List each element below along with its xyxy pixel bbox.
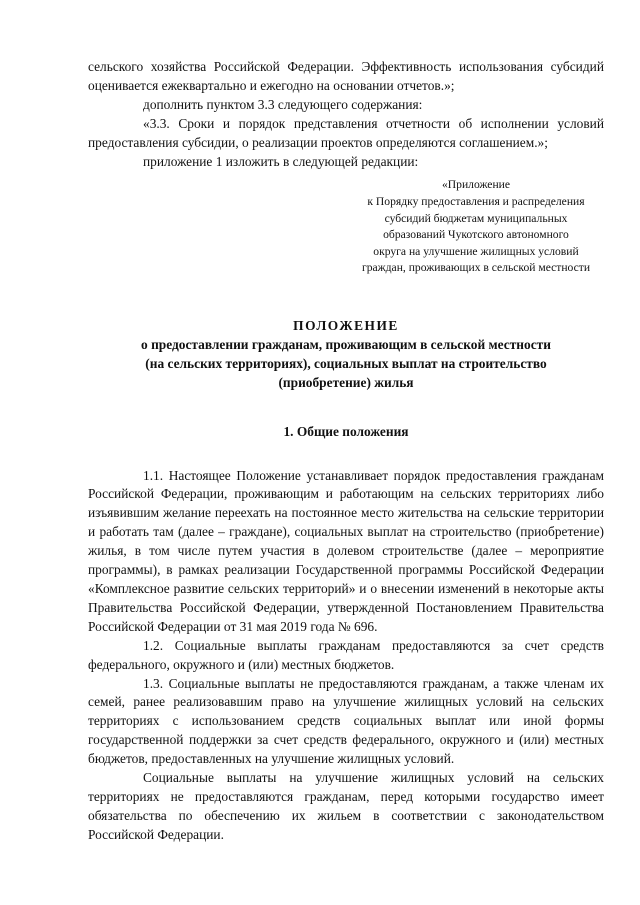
appendix-line: субсидий бюджетам муниципальных: [384, 211, 568, 225]
appendix-line: округа на улучшение жилищных условий: [373, 244, 579, 258]
appendix-line: граждан, проживающих в сельской местности: [361, 261, 591, 275]
document-subtitle-line: о предоставлении гражданам, проживающим в сельской местности: [141, 336, 551, 352]
paragraph-amend-intro: дополнить пунктом 3.3 следующего содержания:: [143, 96, 423, 112]
section-heading-general: 1. Общие положения: [283, 423, 409, 439]
paragraph-1-1: 1.1. Настоящее Положение устанавливает порядок предоставления гражданам Российской Федерации, проживающим и работающим на сельских территориях либо изъявившим желание переехать на постоянное место жительства на сельские территории и работать там (далее – граждане), социальных выплат на строительство (приобретение) жилья, в том числе путем участия в долевом строительстве (далее – мероприятие программы), в рамках реализации Государственной программы Российской Федерации «Комплексное развитие сельских территорий» и о внесении изменений в некоторые акты Правительства Российской Федерации, утвержденной Постановлением Правительства Российской Федерации от 31 мая 2019 года № 696.: [88, 467, 604, 634]
paragraph-1-3: 1.3. Социальные выплаты не предоставляются гражданам, а также членам их семей, ранее реализовавшим право на улучшение жилищных условий на сельских территориях с использованием средств социальных выплат или иной формы государственной поддержки за счет средств федерального, окружного и (или) местных бюджетов, предоставленных на улучшение жилищных условий.: [88, 675, 604, 767]
paragraph-continuation: сельского хозяйства Российской Федерации. Эффективность использования субсидий оценивается ежеквартально и ежегодно на основании отчетов.»;: [88, 59, 604, 93]
appendix-line: «Приложение: [441, 178, 511, 192]
paragraph-1-2: 1.2. Социальные выплаты гражданам предоставляются за счет средств федерального, окружного и (или) местных бюджетов.: [88, 637, 604, 672]
document-page: [88, 58, 604, 845]
appendix-line: образований Чукотского автономного: [383, 228, 569, 242]
document-title: ПОЛОЖЕНИЕ: [293, 318, 399, 333]
appendix-line: к Порядку предоставления и распределения: [367, 195, 585, 209]
paragraph-appendix-intro: приложение 1 изложить в следующей редакции:: [143, 153, 419, 169]
document-title-block: [88, 317, 604, 393]
paragraph-clause-3-3: «3.3. Сроки и порядок представления отчетности об исполнении условий предоставления субсидии, о реализации проектов определяются соглашением.»;: [88, 115, 604, 150]
paragraph-1-3-continuation: Социальные выплаты на улучшение жилищных условий на сельских территориях не предоставляются гражданам, перед которыми государство имеет обязательства по обеспечению их жильем в соответствии с законодательством Российской Федерации.: [88, 770, 604, 842]
document-subtitle-line: (на сельских территориях), социальных выплат на строительство: [145, 355, 547, 371]
appendix-reference-block: [348, 177, 604, 277]
document-subtitle-line: (приобретение) жилья: [278, 374, 414, 390]
